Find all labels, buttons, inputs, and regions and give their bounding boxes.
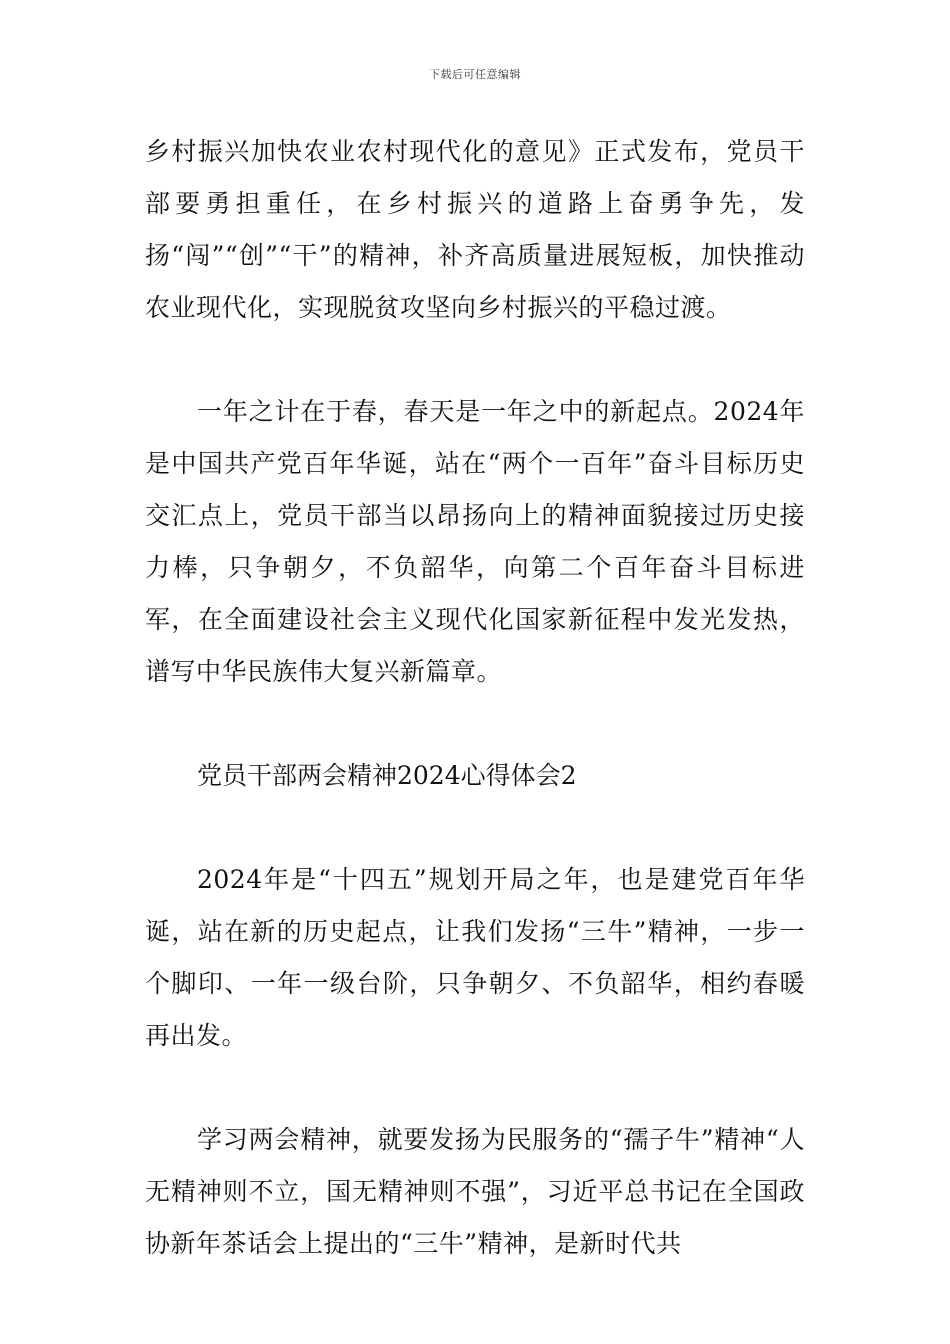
paragraph-4: 学习两会精神，就要发扬为民服务的“孺子牛”精神“人无精神则不立，国无精神则不强”，习近平总书记在全国政协新年茶话会上提出的“三牛”精神，是新时代共: [145, 1125, 805, 1258]
section-heading: 党员干部两会精神2024心得体会2: [197, 761, 577, 790]
header-note: 下载后可任意编辑: [429, 68, 521, 81]
document-body: [145, 126, 805, 1270]
paragraph-1: 乡村振兴加快农业农村现代化的意见》正式发布，党员干部要勇担重任，在乡村振兴的道路上奋勇争先，发扬“闯”“创”“干”的精神，补齐高质量进展短板，加快推动农业现代化，实现脱贫攻坚向乡村振兴的平稳过渡。: [145, 137, 805, 322]
paragraph-3: 2024年是“十四五”规划开局之年，也是建党百年华诞，站在新的历史起点，让我们发扬“三牛”精神，一步一个脚印、一年一级台阶，只争朝夕、不负韶华，相约春暖再出发。: [145, 865, 805, 1050]
paragraph-2: 一年之计在于春，春天是一年之中的新起点。2024年是中国共产党百年华诞，站在“两个一百年”奋斗目标历史交汇点上，党员干部当以昂扬向上的精神面貌接过历史接力棒，只争朝夕，不负韶华，向第二个百年奋斗目标进军，在全面建设社会主义现代化国家新征程中发光发热，谱写中华民族伟大复兴新篇章。: [145, 397, 805, 686]
paragraph-gap: [145, 1062, 805, 1114]
paragraph-gap: [145, 334, 805, 386]
paragraph-gap: [145, 698, 805, 750]
paragraph-gap: [145, 802, 805, 854]
